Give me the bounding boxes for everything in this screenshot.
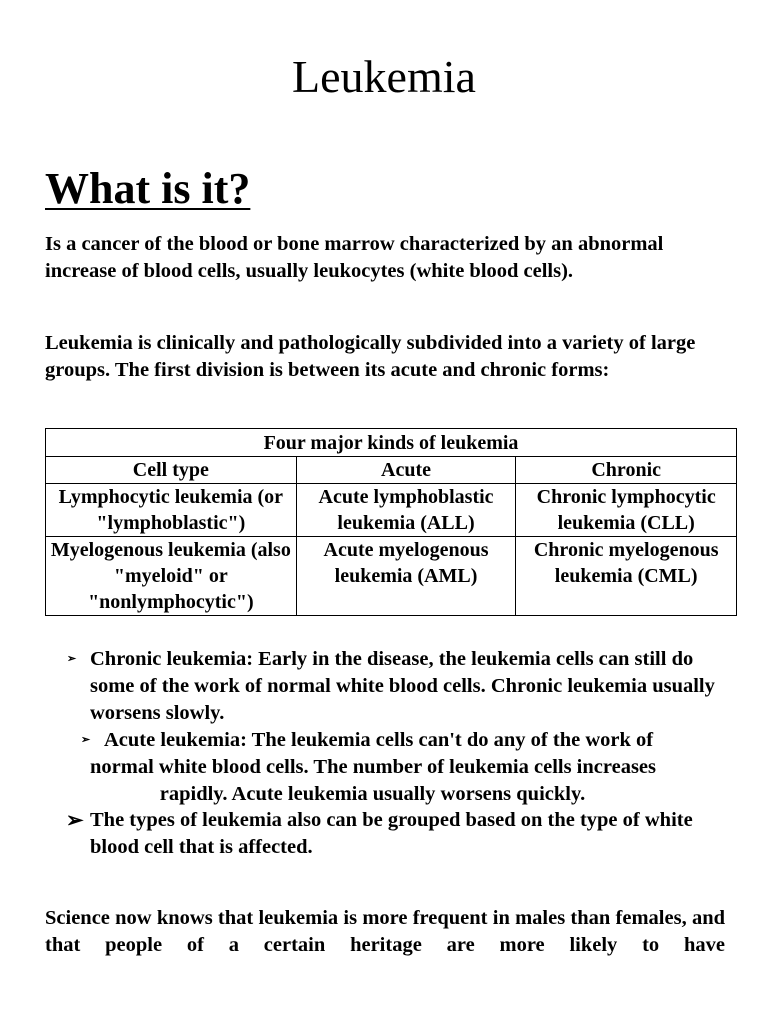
science-paragraph: Science now knows that leukemia is more frequent in males than females, and that people of a certain heritage are more likely to have (45, 907, 725, 956)
arrow-bullet-icon: ➢ (67, 653, 77, 665)
table-header-cell: Chronic (516, 457, 737, 484)
bullet-types (66, 807, 730, 861)
arrow-bullet-icon: ➢ (81, 734, 91, 746)
table-cell: Acute lymphoblastic leukemia (ALL) (296, 484, 516, 537)
arrow-bullet-icon: ➢ (66, 808, 84, 832)
bullet-text: The types of leukemia also can be grouped based on the type of white blood cell that is affected. (90, 809, 693, 858)
table-cell: Myelogenous leukemia (also "myeloid" or "nonlymphocytic") (46, 537, 297, 616)
bullet-text: Chronic leukemia: Early in the disease, the leukemia cells can still do some of the work of normal white blood cells. Chronic leukemia usually worsens slowly. (90, 648, 715, 724)
intro-paragraph: Is a cancer of the blood or bone marrow characterized by an abnormal increase of blood cells, usually leukocytes (white blood cells). (45, 233, 664, 282)
table-caption-row (46, 429, 737, 457)
bullet-text-line: rapidly. Acute leukemia usually worsens quickly. (159, 783, 586, 805)
division-paragraph: Leukemia is clinically and pathologically subdivided into a variety of large groups. The first division is between its acute and chronic forms: (45, 332, 696, 381)
table-row (46, 537, 737, 616)
section-heading: What is it? (45, 164, 251, 213)
table-header-cell: Cell type (46, 457, 297, 484)
table-header-cell: Acute (296, 457, 516, 484)
table-cell: Acute myelogenous leukemia (AML) (296, 537, 516, 616)
bullet-chronic (67, 646, 730, 727)
table-header-row (46, 457, 737, 484)
leukemia-kinds-table (45, 428, 737, 616)
table-cell: Lymphocytic leukemia (or "lymphoblastic") (46, 484, 297, 537)
bullet-acute (81, 727, 730, 808)
table-row (46, 484, 737, 537)
table-cell: Chronic myelogenous leukemia (CML) (516, 537, 737, 616)
table-caption: Four major kinds of leukemia (46, 429, 737, 457)
bullet-text-line: normal white blood cells. The number of leukemia cells increases (90, 756, 657, 778)
bullet-text-line: Acute leukemia: The leukemia cells can't do any of the work of (104, 729, 654, 751)
table-cell: Chronic lymphocytic leukemia (CLL) (516, 484, 737, 537)
page-title: Leukemia (292, 51, 476, 102)
